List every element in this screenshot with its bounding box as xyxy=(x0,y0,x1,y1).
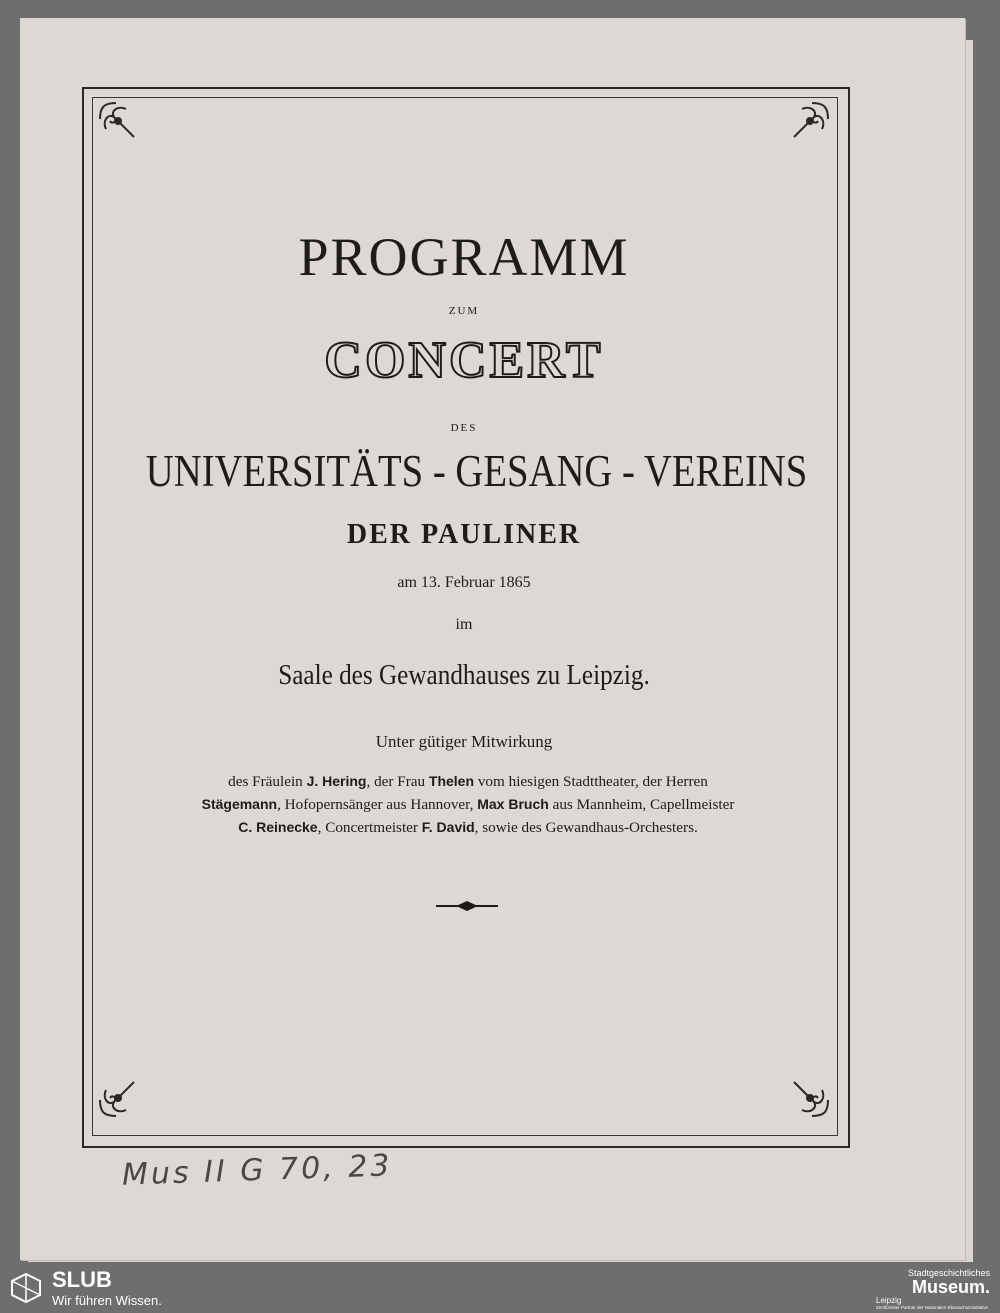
corner-ornament-icon xyxy=(788,99,832,143)
credit-text: , Concertmeister xyxy=(317,819,418,836)
concert-heading: CONCERT xyxy=(324,332,604,389)
slub-tagline: Wir führen Wissen. xyxy=(52,1293,162,1308)
credit-text: , sowie des Gewandhaus-Orchesters. xyxy=(474,819,698,836)
museum-subtitle: Stadtgeschichtliches xyxy=(907,1268,990,1278)
credit-text: , der Frau xyxy=(366,773,426,790)
corner-ornament-icon xyxy=(788,1076,832,1120)
slub-logo-icon[interactable] xyxy=(10,1272,42,1304)
credit-text: des Fräulein xyxy=(228,773,303,790)
credit-text: aus Mannheim, Capellmeister xyxy=(552,796,735,813)
pauliner-heading: DER PAULINER xyxy=(346,519,582,550)
credit-text: vom hiesigen Stadttheater, der Herren xyxy=(477,773,708,790)
corner-ornament-icon xyxy=(96,1076,140,1120)
des-label: DES xyxy=(450,422,478,434)
handwritten-shelfmark: Mus II G 70, 23 xyxy=(121,1148,394,1193)
program-title: PROGRAMM xyxy=(298,227,630,287)
mitwirkung-heading: Unter gütiger Mitwirkung xyxy=(375,732,553,751)
performer-name: F. David xyxy=(421,819,475,835)
performer-credits xyxy=(122,770,814,839)
credit-text: , Hofopernsänger aus Hannover, xyxy=(277,796,474,813)
im-label: im xyxy=(455,616,473,633)
slub-brand[interactable]: SLUB xyxy=(52,1267,112,1292)
museum-city: Leipzig xyxy=(876,1296,902,1305)
performer-name: J. Hering xyxy=(306,773,367,789)
zum-label: ZUM xyxy=(448,305,480,317)
concert-date: am 13. Februar 1865 xyxy=(397,574,531,591)
museum-brand[interactable]: Museum. xyxy=(911,1277,990,1297)
museum-certification: Zertifizierter Partner der Nationalen Klimaschutzinitiative xyxy=(876,1305,989,1310)
performer-name: Max Bruch xyxy=(477,796,549,812)
footer-bar xyxy=(0,1262,1000,1313)
venue: Saale des Gewandhauses zu Leipzig. xyxy=(278,660,650,691)
performer-name: Thelen xyxy=(428,773,475,789)
divider-ornament-icon xyxy=(434,898,500,914)
corner-ornament-icon xyxy=(96,99,140,143)
performer-name: Stägemann xyxy=(201,796,278,812)
performer-name: C. Reinecke xyxy=(238,819,318,835)
society-name: UNIVERSITÄTS - GESANG - VEREINS xyxy=(145,446,808,496)
